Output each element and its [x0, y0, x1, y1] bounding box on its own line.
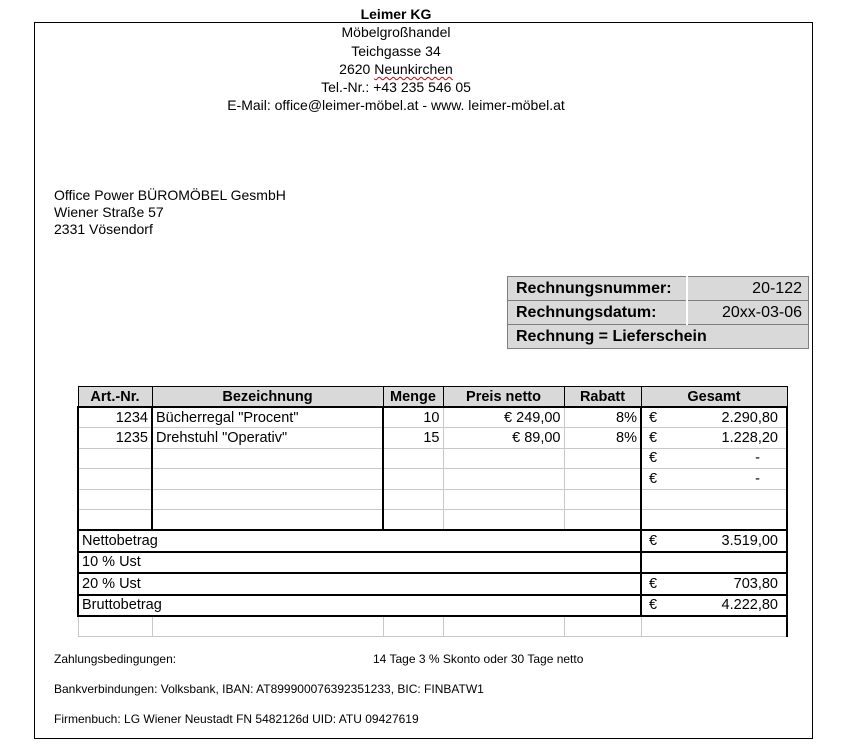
recipient-city: 2331 Vösendorf [54, 221, 153, 237]
trailing-cell [78, 616, 152, 637]
cell-quantity: 15 [383, 428, 443, 448]
cell-quantity [383, 448, 443, 468]
company-street: Teichgasse 34 [351, 42, 441, 59]
cell-total [663, 489, 787, 509]
cell-art-nr: 1234 [78, 407, 152, 428]
cell-net-price: € 249,00 [443, 407, 564, 428]
summary-currency: € [641, 530, 663, 551]
cell-description: Bücherregal "Procent" [152, 407, 383, 428]
cell-total: - [663, 448, 787, 468]
cell-discount [564, 448, 641, 468]
summary-label: Nettobetrag [78, 530, 641, 551]
company-zip: 2620 [339, 60, 371, 77]
table-row [78, 469, 787, 489]
summary-row [78, 573, 787, 594]
invoice-number-label: Rechnungsnummer: [508, 277, 688, 301]
cell-quantity [383, 489, 443, 509]
payment-terms [54, 652, 176, 666]
summary-row [78, 595, 787, 616]
cell-discount [564, 489, 641, 509]
table-row [78, 489, 787, 509]
cell-description [152, 489, 383, 509]
trailing-cell [383, 616, 443, 637]
cell-description [152, 448, 383, 468]
cell-currency: € [641, 428, 663, 448]
summary-currency: € [641, 573, 663, 594]
cell-description [152, 469, 383, 489]
company-contact: E-Mail: office@leimer-möbel.at - www. leimer-möbel.at [227, 97, 565, 114]
summary-label: Bruttobetrag [78, 595, 641, 616]
recipient-name: Office Power BÜROMÖBEL GesmbH [54, 187, 286, 203]
table-row [78, 407, 787, 428]
invoice-note: Rechnung = Lieferschein [508, 325, 809, 349]
summary-label: 10 % Ust [78, 552, 641, 573]
cell-art-nr [78, 469, 152, 489]
summary-row [78, 552, 787, 573]
table-row [78, 448, 787, 468]
table-row [78, 428, 787, 448]
cell-currency: € [641, 407, 663, 428]
cell-currency [641, 489, 663, 509]
invoice-date-label: Rechnungsdatum: [508, 301, 688, 325]
invoice-meta [507, 276, 809, 349]
recipient-address [54, 187, 286, 238]
header-description: Bezeichnung [152, 387, 383, 408]
cell-net-price: € 89,00 [443, 428, 564, 448]
cell-total: 2.290,80 [663, 407, 787, 428]
cell-net-price [443, 509, 564, 530]
cell-total: 1.228,20 [663, 428, 787, 448]
trailing-cell [564, 616, 641, 637]
cell-art-nr [78, 489, 152, 509]
company-name: Leimer KG [360, 6, 432, 22]
trailing-cell [641, 616, 787, 637]
summary-value: 4.222,80 [663, 595, 787, 616]
table-header-row [78, 387, 787, 408]
cell-currency [641, 509, 663, 530]
bank-details: Bankverbindungen: Volksbank, IBAN: AT899900076392351233, BIC: FINBATW1 [54, 682, 484, 696]
table-row [78, 509, 787, 530]
invoice-date-value: 20xx-03-06 [687, 301, 809, 325]
company-subtitle: Möbelgroßhandel [341, 24, 451, 41]
summary-currency [641, 552, 663, 573]
cell-description [152, 509, 383, 530]
cell-quantity [383, 509, 443, 530]
cell-total [663, 509, 787, 530]
items-table [77, 386, 788, 637]
table-trailing-row [78, 616, 787, 637]
company-register: Firmenbuch: LG Wiener Neustadt FN 5482126d UID: ATU 09427619 [54, 712, 419, 726]
trailing-cell [152, 616, 383, 637]
cell-total: - [663, 469, 787, 489]
cell-currency: € [641, 448, 663, 468]
payment-terms-label: Zahlungsbedingungen: [54, 652, 177, 666]
cell-net-price [443, 448, 564, 468]
recipient-street: Wiener Straße 57 [54, 204, 164, 220]
cell-description: Drehstuhl "Operativ" [152, 428, 383, 448]
header-art-nr: Art.-Nr. [78, 387, 152, 408]
cell-art-nr: 1235 [78, 428, 152, 448]
invoice-number-value: 20-122 [687, 277, 809, 301]
header-net-price: Preis netto [443, 387, 564, 408]
payment-terms-value: 14 Tage 3 % Skonto oder 30 Tage netto [373, 652, 584, 666]
company-header [0, 5, 792, 115]
summary-value [663, 552, 787, 573]
header-total: Gesamt [641, 387, 787, 408]
cell-discount [564, 509, 641, 530]
cell-quantity [383, 469, 443, 489]
summary-label: 20 % Ust [78, 573, 641, 594]
summary-currency: € [641, 595, 663, 616]
cell-discount: 8% [564, 428, 641, 448]
cell-discount [564, 469, 641, 489]
company-phone: Tel.-Nr.: +43 235 546 05 [321, 79, 471, 96]
cell-net-price [443, 469, 564, 489]
summary-row [78, 530, 787, 551]
summary-value: 703,80 [663, 573, 787, 594]
company-city-line [0, 60, 792, 78]
cell-discount: 8% [564, 407, 641, 428]
cell-art-nr [78, 448, 152, 468]
trailing-cell [443, 616, 564, 637]
header-quantity: Menge [383, 387, 443, 408]
cell-currency: € [641, 469, 663, 489]
company-city: Neunkirchen [374, 60, 453, 77]
cell-net-price [443, 489, 564, 509]
summary-value: 3.519,00 [663, 530, 787, 551]
header-discount: Rabatt [564, 387, 641, 408]
cell-quantity: 10 [383, 407, 443, 428]
cell-art-nr [78, 509, 152, 530]
